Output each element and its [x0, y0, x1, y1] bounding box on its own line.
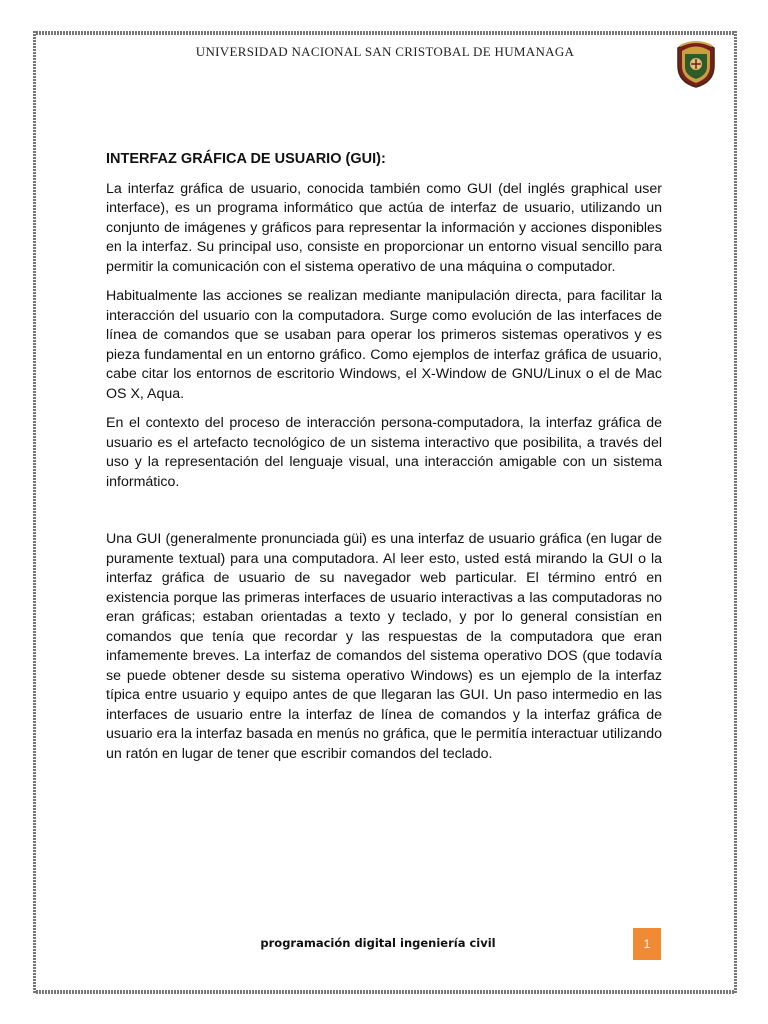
footer-course: programación digital ingeniería civil: [260, 936, 496, 950]
document-body: [106, 150, 662, 774]
page-number-badge: 1: [633, 928, 661, 960]
page-border-top: [33, 31, 737, 35]
paragraph: Una GUI (generalmente pronunciada güi) es una interfaz de usuario gráfica (en lugar de puramente textual) para una computadora. Al leer esto, usted está mirando la GUI o la interfaz gráfica de usuario de su navegador web particular. El término entró en existencia porque las primeras interfaces de usuario interactivas a las computadoras no eran gráficas; estaban orientadas a texto y teclado, y por lo general consistían en comandos que tenía que recordar y las respuestas de la computadora que eran infamemente breves. La interfaz de comandos del sistema operativo DOS (que todavía se puede obtener desde su sistema operativo Windows) es un ejemplo de la interfaz típica entre usuario y equipo antes de que llegaran las GUI. Un paso intermedio en las interfaces de usuario entre la interfaz de línea de comandos y la interfaz gráfica de usuario era la interfaz basada en menús no gráfica, que le permitía interactuar utilizando un ratón en lugar de tener que escribir comandos del teclado.: [106, 531, 663, 762]
page-border-bottom: [33, 990, 737, 994]
paragraph: La interfaz gráfica de usuario, conocida también como GUI (del inglés graphical user interface), es un programa informático que actúa de interfaz de usuario, utilizando un conjunto de imágenes y gráficos para representar la información y acciones disponibles en la interfaz. Su principal uso, consiste en proporcionar un entorno visual sencillo para permitir la comunicación con el sistema operativo de una máquina o computador.: [106, 180, 662, 275]
paragraph: Habitualmente las acciones se realizan mediante manipulación directa, para facilitar la interacción del usuario con la computadora. Surge como evolución de las interfaces de línea de comandos que se usaban para operar los primeros sistemas operativos y es pieza fundamental en un entorno gráfico. Como ejemplos de interfaz gráfica de usuario, cabe citar los entornos de escritorio Windows, el X-Window de GNU/Linux o el de Mac OS X, Aqua.: [106, 288, 662, 402]
paragraph: En el contexto del proceso de interacción persona-computadora, la interfaz gráfica de usuario es el artefacto tecnológico de un sistema interactivo que posibilita, a través del uso y la representación del lenguaje visual, una interacción amigable con un sistema informático.: [106, 415, 662, 490]
university-seal-icon: [674, 38, 718, 88]
university-header: UNIVERSIDAD NACIONAL SAN CRISTOBAL DE HUMANAGA: [195, 44, 575, 59]
page-border-left: [33, 31, 36, 994]
section-title: INTERFAZ GRÁFICA DE USUARIO (GUI):: [106, 151, 386, 167]
page-border-right: [734, 31, 737, 994]
